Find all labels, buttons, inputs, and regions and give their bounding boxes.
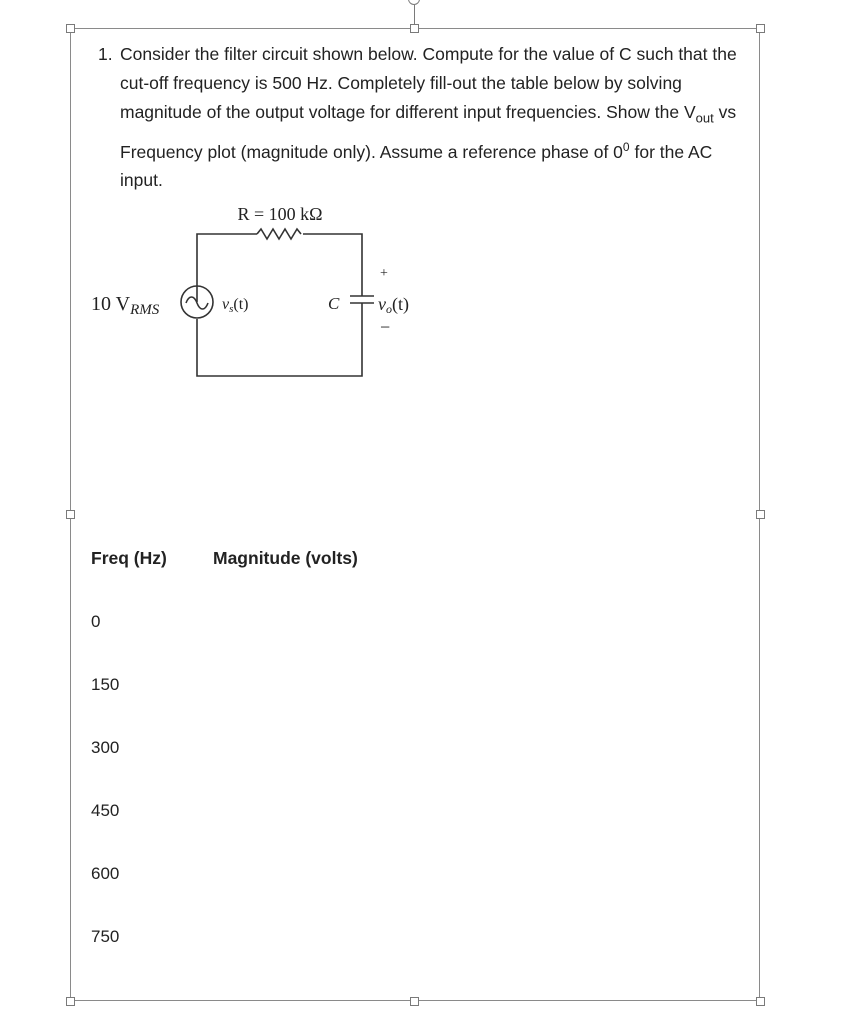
wire-bottom: [197, 303, 362, 376]
freq-value: 150: [91, 675, 120, 694]
source-signal-label: vs(t): [222, 296, 249, 315]
freq-value: 600: [91, 864, 120, 883]
capacitor-label: C: [328, 294, 340, 313]
output-signal-label: vo(t): [378, 294, 409, 316]
source-value-label: 10 $V_{RMS}$: [91, 293, 160, 318]
freq-value: 450: [91, 801, 120, 820]
output-plus-sign: +: [380, 266, 388, 281]
wire-top-left: [197, 234, 257, 302]
wire-top-right: [303, 234, 362, 296]
question-text-part-3: for the AC input.: [120, 141, 713, 191]
freq-column-header: Freq (Hz): [91, 548, 167, 568]
magnitude-column-header: Magnitude (volts): [213, 548, 358, 568]
freq-value: 0: [91, 612, 101, 631]
resistor-symbol: [257, 229, 301, 239]
question-text-part-1: Consider the filter circuit shown below. Compute for the value of C such that the cut-off frequency is 500 Hz. Completely fill-out the table below by solving magnitude of the output voltage for different input frequencies. Show the V: [120, 44, 737, 122]
degree-superscript: 0: [622, 139, 630, 154]
output-minus-sign: −: [380, 317, 391, 337]
freq-value: 750: [91, 927, 120, 946]
freq-value: 300: [91, 738, 120, 757]
question-number: 1.: [98, 44, 113, 64]
vout-subscript: out: [695, 110, 714, 126]
question-text-part-2: vs Frequency plot (magnitude only). Assume a reference phase of 0: [120, 102, 737, 162]
resistor-label: R = 100 kΩ: [237, 204, 323, 224]
